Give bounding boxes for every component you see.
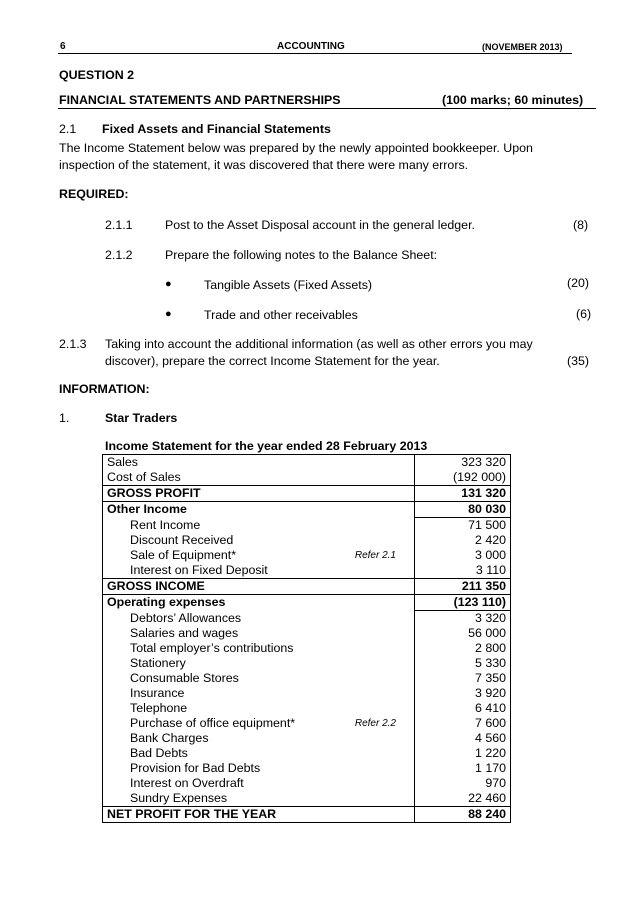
table-row [103, 716, 511, 731]
table-row [103, 595, 511, 611]
row-label: Insurance [103, 686, 313, 701]
table-row [103, 563, 511, 579]
table-row [103, 807, 511, 823]
row-label: Provision for Bad Debts [103, 761, 313, 776]
row-amount: 2 420 [415, 533, 511, 548]
row-amount: 3 320 [415, 611, 511, 627]
row-label: Stationery [103, 656, 313, 671]
table-row [103, 641, 511, 656]
task-marks: (8) [573, 218, 589, 232]
row-amount: 22 460 [415, 791, 511, 807]
task-number: 2.1.2 [105, 248, 133, 262]
table-row [103, 776, 511, 791]
question-title: QUESTION 2 [59, 68, 135, 82]
row-label: Operating expenses [103, 595, 313, 611]
row-amount: 7 350 [415, 671, 511, 686]
statement-title: Income Statement for the year ended 28 February 2013 [105, 439, 428, 453]
task-number: 2.1.3 [59, 337, 87, 351]
info-title: Star Traders [105, 411, 178, 425]
task-text: Prepare the following notes to the Balance Sheet: [165, 248, 438, 262]
table-row [103, 486, 511, 502]
row-amount: 131 320 [415, 486, 511, 502]
task-marks: (35) [567, 354, 590, 368]
task-text-line1: Taking into account the additional information (as well as other errors you may [105, 337, 533, 351]
table-row [103, 671, 511, 686]
row-label: Total employer’s contributions [103, 641, 313, 656]
row-amount: 4 560 [415, 731, 511, 746]
row-label: Telephone [103, 701, 313, 716]
row-reference: Refer 2.1 [354, 550, 396, 561]
bullet-icon: ● [165, 278, 172, 290]
row-label: GROSS PROFIT [103, 486, 313, 502]
row-label: Interest on Overdraft [103, 776, 313, 791]
row-label: Consumable Stores [103, 671, 313, 686]
row-label: Sales [103, 455, 313, 471]
table-row [103, 502, 511, 518]
row-amount: 3 920 [415, 686, 511, 701]
row-amount: 6 410 [415, 701, 511, 716]
row-amount: 88 240 [415, 807, 511, 823]
table-row [103, 626, 511, 641]
row-amount: 7 600 [415, 716, 511, 731]
task-text-line2: discover), prepare the correct Income Statement for the year. [105, 354, 440, 368]
row-amount: 80 030 [415, 502, 511, 518]
row-amount: 323 320 [415, 455, 511, 471]
table-row [103, 701, 511, 716]
row-label: Rent Income [103, 518, 313, 534]
section-number: 2.1 [59, 122, 77, 136]
row-amount: (123 110) [415, 595, 511, 611]
header-rule [58, 53, 572, 54]
info-number: 1. [59, 411, 70, 425]
intro-paragraph: The Income Statement below was prepared by the newly appointed bookkeeper. Upon inspection of the statement, it was discovered that there were many errors. [59, 141, 533, 172]
table-row [103, 731, 511, 746]
bullet-marks: (6) [576, 307, 592, 321]
table-row [103, 791, 511, 807]
bullet-text: Trade and other receivables [204, 308, 358, 322]
table-row [103, 518, 511, 534]
section-title: Fixed Assets and Financial Statements [102, 122, 331, 136]
page-number: 6 [60, 41, 66, 52]
row-label: Purchase of office equipment* [103, 716, 313, 731]
row-label: Bank Charges [103, 731, 313, 746]
row-label: Salaries and wages [103, 626, 313, 641]
header-subject: ACCOUNTING [277, 41, 345, 52]
table-row [103, 686, 511, 701]
row-label: Discount Received [103, 533, 313, 548]
bullet-text: Tangible Assets (Fixed Assets) [204, 278, 373, 292]
row-amount: 3 110 [415, 563, 511, 579]
table-row [103, 470, 511, 486]
row-amount: 3 000 [415, 548, 511, 563]
task-number: 2.1.1 [105, 218, 133, 232]
row-amount: 2 800 [415, 641, 511, 656]
task-text: Post to the Asset Disposal account in the general ledger. [165, 218, 475, 232]
information-label: INFORMATION: [59, 382, 150, 396]
row-amount: 1 220 [415, 746, 511, 761]
row-amount: 1 170 [415, 761, 511, 776]
row-label: Debtors’ Allowances [103, 611, 313, 627]
row-label: GROSS INCOME [103, 579, 313, 595]
table-row [103, 548, 511, 563]
row-label: NET PROFIT FOR THE YEAR [103, 807, 313, 823]
table-row [103, 455, 511, 471]
row-amount: 56 000 [415, 626, 511, 641]
row-reference: Refer 2.2 [354, 718, 396, 729]
table-row [103, 746, 511, 761]
row-amount: 71 500 [415, 518, 511, 534]
question-rule [58, 108, 596, 109]
row-amount: 5 330 [415, 656, 511, 671]
row-amount: 211 350 [415, 579, 511, 595]
row-label: Sale of Equipment* [103, 548, 313, 563]
question-topic: FINANCIAL STATEMENTS AND PARTNERSHIPS [59, 93, 341, 107]
header-session: (NOVEMBER 2013) [482, 42, 563, 52]
table-row [103, 761, 511, 776]
row-label: Interest on Fixed Deposit [103, 563, 313, 579]
required-label: REQUIRED: [59, 187, 129, 201]
table-row [103, 611, 511, 627]
row-label: Sundry Expenses [103, 791, 313, 807]
bullet-icon: ● [165, 308, 172, 320]
table-row [103, 533, 511, 548]
row-amount: (192 000) [415, 470, 511, 486]
row-label: Cost of Sales [103, 470, 313, 486]
row-label: Other Income [103, 502, 313, 518]
table-row [103, 579, 511, 595]
table-row [103, 656, 511, 671]
bullet-marks: (20) [567, 276, 590, 290]
question-marks: (100 marks; 60 minutes) [442, 93, 584, 107]
row-label: Bad Debts [103, 746, 313, 761]
income-statement-table [102, 454, 511, 823]
row-amount: 970 [415, 776, 511, 791]
